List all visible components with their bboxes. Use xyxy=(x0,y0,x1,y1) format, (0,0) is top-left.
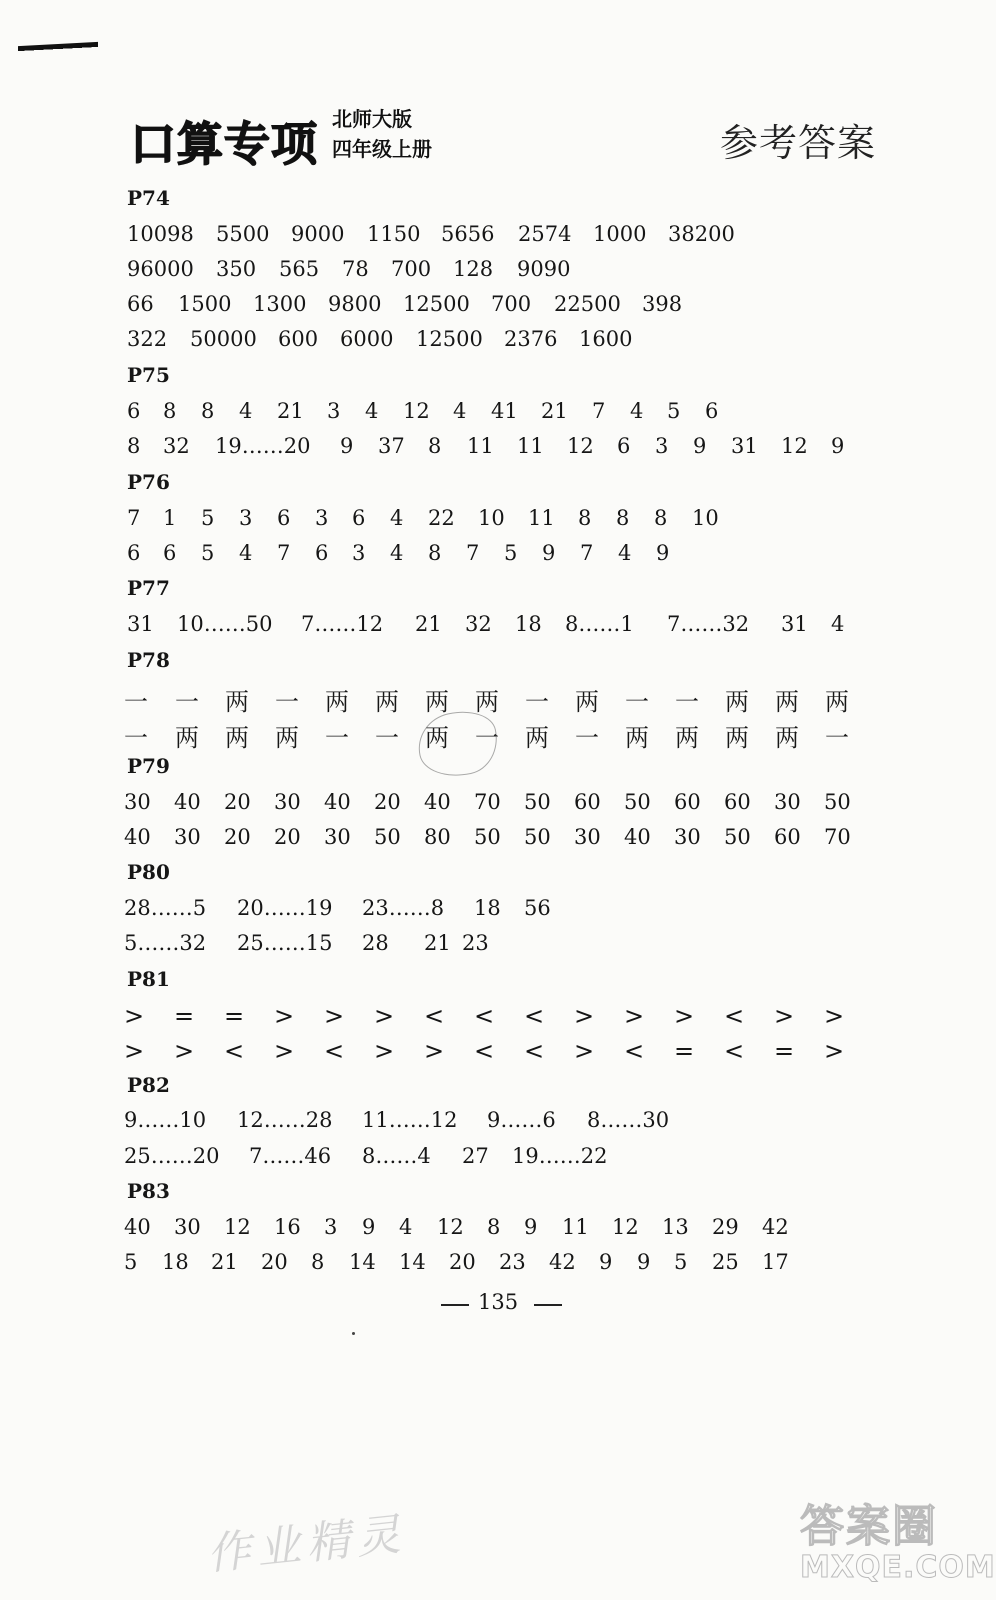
section-label-p75: P75 xyxy=(127,363,170,387)
answer-value: 42 xyxy=(762,1215,789,1239)
answer-value: 10 xyxy=(478,506,505,530)
answer-value: 32 xyxy=(163,434,190,458)
section-label-p83: P83 xyxy=(127,1179,170,1203)
answer-value: 30 xyxy=(124,790,151,814)
answer-row xyxy=(0,1002,996,1032)
answer-value: 两 xyxy=(475,688,499,716)
answer-value: 9 xyxy=(656,541,670,565)
answer-value: 8 xyxy=(428,434,442,458)
answer-value: 5 xyxy=(201,541,215,565)
answer-row xyxy=(0,399,996,429)
answer-value: 一 xyxy=(124,724,148,752)
answer-value: 两 xyxy=(625,724,649,752)
answer-value: 6000 xyxy=(340,327,394,351)
answer-value: 两 xyxy=(825,688,849,716)
answer-value: < xyxy=(524,1037,545,1065)
answer-value: 1150 xyxy=(367,222,421,246)
section-label-p82: P82 xyxy=(127,1073,170,1097)
answer-value: 13 xyxy=(662,1215,689,1239)
answer-value: 12 xyxy=(224,1215,251,1239)
answer-value: 30 xyxy=(274,790,301,814)
answer-value: 30 xyxy=(674,825,701,849)
answer-value: 6 xyxy=(127,399,141,423)
answer-value: > xyxy=(624,1002,645,1030)
answer-value: 10098 xyxy=(127,222,194,246)
answer-value: < xyxy=(624,1037,645,1065)
answer-value: 8 xyxy=(578,506,592,530)
answer-value: 9800 xyxy=(328,292,382,316)
answer-value: 一 xyxy=(675,688,699,716)
section-label-p79: P79 xyxy=(127,754,170,778)
answer-value: 9 xyxy=(542,541,556,565)
corner-mark xyxy=(18,42,98,60)
answer-value: 50 xyxy=(724,825,751,849)
answer-value: 40 xyxy=(424,790,451,814)
answer-value: 25……20 xyxy=(124,1144,220,1168)
answer-value: 18 xyxy=(162,1250,189,1274)
answer-value: > xyxy=(674,1002,695,1030)
answer-value: 38200 xyxy=(668,222,735,246)
answer-value: 一 xyxy=(825,724,849,752)
answer-value: 20 xyxy=(374,790,401,814)
answer-value: 31 xyxy=(127,612,154,636)
answer-value: 两 xyxy=(525,724,549,752)
answer-value: 40 xyxy=(124,825,151,849)
answer-value: 两 xyxy=(775,688,799,716)
watermark-left: 作业精灵 xyxy=(204,1508,409,1581)
answer-value: 8……4 xyxy=(362,1144,431,1168)
watermark-en: MXQE.COM xyxy=(800,1550,996,1585)
answer-value: 两 xyxy=(225,688,249,716)
answer-value: 25……15 xyxy=(237,931,333,955)
answer-value: 50 xyxy=(524,825,551,849)
answer-value: 8 xyxy=(163,399,177,423)
answer-value: 31 xyxy=(781,612,808,636)
answer-value: 5500 xyxy=(216,222,270,246)
answer-value: 14 xyxy=(349,1250,376,1274)
page-dash-right xyxy=(534,1304,562,1306)
answer-value: 22500 xyxy=(554,292,621,316)
answer-value: 两 xyxy=(425,724,449,752)
section-label-p77: P77 xyxy=(127,576,170,600)
answer-value: 21 xyxy=(211,1250,238,1274)
answer-value: 66 xyxy=(127,292,154,316)
answer-value: 两 xyxy=(725,724,749,752)
answer-value: 128 xyxy=(453,257,494,281)
answer-value: 7 xyxy=(580,541,594,565)
answer-value: 600 xyxy=(278,327,319,351)
answer-value: 565 xyxy=(279,257,320,281)
answer-value: 350 xyxy=(216,257,257,281)
answer-value: 5656 xyxy=(441,222,495,246)
answer-value: 3 xyxy=(315,506,329,530)
answer-value: 19……22 xyxy=(512,1144,608,1168)
answer-value: 1300 xyxy=(253,292,307,316)
answer-value: 11 xyxy=(467,434,494,458)
answer-value: 17 xyxy=(762,1250,789,1274)
answer-row xyxy=(0,931,996,961)
answer-value: 两 xyxy=(675,724,699,752)
answer-value: 5 xyxy=(201,506,215,530)
answer-value: 7……32 xyxy=(667,612,750,636)
answer-value: 6 xyxy=(163,541,177,565)
answer-value: 16 xyxy=(274,1215,301,1239)
answer-value: > xyxy=(824,1037,845,1065)
answer-value: 一 xyxy=(375,724,399,752)
answer-value: > xyxy=(574,1037,595,1065)
answer-value: 50 xyxy=(624,790,651,814)
answer-value: 12500 xyxy=(416,327,483,351)
answer-value: 42 xyxy=(549,1250,576,1274)
answer-value: < xyxy=(724,1002,745,1030)
answer-value: 9 xyxy=(599,1250,613,1274)
answer-value: 5 xyxy=(674,1250,688,1274)
answer-value: = xyxy=(174,1002,195,1030)
answer-value: > xyxy=(124,1037,145,1065)
answer-value: 30 xyxy=(174,1215,201,1239)
watermark-cn: 答案圈 xyxy=(800,1501,938,1552)
answer-value: 10……50 xyxy=(177,612,273,636)
answer-value: 21 xyxy=(277,399,304,423)
answer-row xyxy=(0,790,996,820)
answer-value: 8 xyxy=(201,399,215,423)
answer-value: 4 xyxy=(453,399,467,423)
answer-value: < xyxy=(424,1002,445,1030)
answer-value: 23……8 xyxy=(362,896,445,920)
answer-value: 9 xyxy=(637,1250,651,1274)
answer-value: 25 xyxy=(712,1250,739,1274)
answer-value: 7 xyxy=(127,506,141,530)
answer-value: 8 xyxy=(654,506,668,530)
answer-value: 1 xyxy=(163,506,177,530)
answer-value: > xyxy=(324,1002,345,1030)
section-label-p74: P74 xyxy=(127,186,170,210)
answer-value: 5 xyxy=(504,541,518,565)
answer-value: 6 xyxy=(352,506,366,530)
answer-value: 两 xyxy=(175,724,199,752)
answer-value: 40 xyxy=(174,790,201,814)
answer-value: 4 xyxy=(239,541,253,565)
answer-value: 20 xyxy=(224,825,251,849)
answer-value: 30 xyxy=(774,790,801,814)
answer-value: 12 xyxy=(437,1215,464,1239)
answer-value: 两 xyxy=(725,688,749,716)
answer-value: > xyxy=(174,1037,195,1065)
answer-value: 40 xyxy=(624,825,651,849)
answer-value: 6 xyxy=(127,541,141,565)
answer-value: 5 xyxy=(667,399,681,423)
answer-value: 8 xyxy=(311,1250,325,1274)
answer-value: 60 xyxy=(774,825,801,849)
answer-value: 50000 xyxy=(190,327,257,351)
answer-value: 9……6 xyxy=(487,1108,556,1132)
answer-value: 18 xyxy=(515,612,542,636)
answer-value: 37 xyxy=(378,434,405,458)
speck xyxy=(352,1332,355,1335)
answer-value: 2574 xyxy=(518,222,572,246)
answer-value: 6 xyxy=(705,399,719,423)
answer-value: > xyxy=(274,1002,295,1030)
answer-value: 9 xyxy=(340,434,354,458)
answer-row xyxy=(0,506,996,536)
answer-value: > xyxy=(824,1002,845,1030)
answer-value: 12 xyxy=(567,434,594,458)
answer-row xyxy=(0,1037,996,1067)
answer-value: 4 xyxy=(390,506,404,530)
answer-value: 1000 xyxy=(593,222,647,246)
answer-value: 32 xyxy=(465,612,492,636)
answer-value: 9000 xyxy=(291,222,345,246)
answer-row xyxy=(0,222,996,252)
answer-key-title: 参考答案 xyxy=(720,121,877,165)
answer-value: 6 xyxy=(315,541,329,565)
answer-value: 9 xyxy=(693,434,707,458)
answer-value: 12……28 xyxy=(237,1108,333,1132)
section-label-p81: P81 xyxy=(127,967,170,991)
answer-value: 21 xyxy=(415,612,442,636)
answer-value: 两 xyxy=(775,724,799,752)
section-label-p78: P78 xyxy=(127,648,170,672)
answer-value: 两 xyxy=(325,688,349,716)
answer-value: 56 xyxy=(524,896,551,920)
answer-value: 9 xyxy=(831,434,845,458)
answer-value: 18 xyxy=(474,896,501,920)
answer-value: = xyxy=(674,1037,695,1065)
answer-value: 7……12 xyxy=(301,612,384,636)
answer-value: 22 xyxy=(428,506,455,530)
answer-value: 两 xyxy=(575,688,599,716)
answer-value: < xyxy=(524,1002,545,1030)
answer-value: 9……10 xyxy=(124,1108,207,1132)
answer-value: 12500 xyxy=(403,292,470,316)
answer-row xyxy=(0,1215,996,1245)
answer-row xyxy=(0,1144,996,1174)
answer-row xyxy=(0,896,996,926)
answer-value: 12 xyxy=(612,1215,639,1239)
answer-value: 3 xyxy=(327,399,341,423)
answer-value: 78 xyxy=(342,257,369,281)
answer-value: 10 xyxy=(692,506,719,530)
answer-value: 11 xyxy=(528,506,555,530)
answer-value: > xyxy=(124,1002,145,1030)
answer-row xyxy=(0,257,996,287)
answer-value: < xyxy=(224,1037,245,1065)
answer-value: 20……19 xyxy=(237,896,333,920)
answer-value: 4 xyxy=(390,541,404,565)
answer-value: 两 xyxy=(225,724,249,752)
answer-value: 30 xyxy=(324,825,351,849)
answer-value: 4 xyxy=(618,541,632,565)
answer-value: 一 xyxy=(575,724,599,752)
answer-value: 60 xyxy=(574,790,601,814)
answer-value: 4 xyxy=(630,399,644,423)
answer-value: 一 xyxy=(124,688,148,716)
answer-value: 30 xyxy=(174,825,201,849)
answer-value: 一 xyxy=(525,688,549,716)
answer-value: 11……12 xyxy=(362,1108,458,1132)
answer-value: 50 xyxy=(474,825,501,849)
answer-value: 8 xyxy=(127,434,141,458)
answer-value: > xyxy=(424,1037,445,1065)
answer-value: = xyxy=(224,1002,245,1030)
answer-value: 30 xyxy=(574,825,601,849)
answer-value: 29 xyxy=(712,1215,739,1239)
answer-value: 8 xyxy=(487,1215,501,1239)
page-number: 135 xyxy=(478,1290,519,1314)
answer-value: 12 xyxy=(781,434,808,458)
answer-value: 70 xyxy=(824,825,851,849)
answer-row xyxy=(0,612,996,642)
page-dash-left xyxy=(441,1304,469,1306)
answer-value: 一 xyxy=(625,688,649,716)
answer-value: 3 xyxy=(324,1215,338,1239)
answer-value: 7 xyxy=(592,399,606,423)
answer-value: > xyxy=(374,1037,395,1065)
answer-value: 322 xyxy=(127,327,168,351)
answer-row xyxy=(0,541,996,571)
answer-value: 41 xyxy=(491,399,518,423)
answer-value: < xyxy=(724,1037,745,1065)
answer-value: 27 xyxy=(462,1144,489,1168)
answer-value: 3 xyxy=(239,506,253,530)
answer-value: 20 xyxy=(261,1250,288,1274)
answer-value: 9 xyxy=(524,1215,538,1239)
answer-value: < xyxy=(324,1037,345,1065)
answer-value: 9 xyxy=(362,1215,376,1239)
answer-value: 20 xyxy=(449,1250,476,1274)
answer-value: > xyxy=(774,1002,795,1030)
answer-value: 14 xyxy=(399,1250,426,1274)
answer-value: 700 xyxy=(391,257,432,281)
answer-value: 50 xyxy=(524,790,551,814)
answer-value: 两 xyxy=(425,688,449,716)
answer-value: 一 xyxy=(325,724,349,752)
answer-value: > xyxy=(274,1037,295,1065)
edition-block xyxy=(332,104,432,164)
answer-value: > xyxy=(374,1002,395,1030)
answer-value: 4 xyxy=(365,399,379,423)
answer-value: 398 xyxy=(642,292,683,316)
answer-row xyxy=(0,825,996,855)
answer-value: 6 xyxy=(277,506,291,530)
answer-value: 4 xyxy=(239,399,253,423)
answer-value: 12 xyxy=(403,399,430,423)
answer-value: 8 xyxy=(428,541,442,565)
answer-value: 9090 xyxy=(517,257,571,281)
answer-value: 8 xyxy=(616,506,630,530)
answer-value: 3 xyxy=(352,541,366,565)
answer-value: 7 xyxy=(277,541,291,565)
answer-value: 96000 xyxy=(127,257,194,281)
answer-value: 28……5 xyxy=(124,896,207,920)
answer-value: 21 xyxy=(541,399,568,423)
answer-value: 一 xyxy=(175,688,199,716)
answer-value: 一 xyxy=(275,688,299,716)
watermark-right xyxy=(800,1490,996,1585)
answer-value: 1500 xyxy=(178,292,232,316)
answer-value: 23 xyxy=(499,1250,526,1274)
answer-value: 2376 xyxy=(504,327,558,351)
answer-value: 6 xyxy=(617,434,631,458)
answer-value: 5……32 xyxy=(124,931,207,955)
answer-value: 23 xyxy=(462,931,489,955)
answer-value: 8……1 xyxy=(565,612,634,636)
answer-value: 两 xyxy=(375,688,399,716)
answer-value: > xyxy=(574,1002,595,1030)
answer-row xyxy=(0,718,996,752)
answer-value: 4 xyxy=(399,1215,413,1239)
answer-row xyxy=(0,434,996,464)
answer-value: 7 xyxy=(466,541,480,565)
answer-value: < xyxy=(474,1037,495,1065)
answer-value: 19……20 xyxy=(215,434,311,458)
answer-value: 5 xyxy=(124,1250,138,1274)
answer-value: 20 xyxy=(274,825,301,849)
grade-label: 四年级上册 xyxy=(332,137,432,161)
answer-value: 3 xyxy=(655,434,669,458)
answer-value: 80 xyxy=(424,825,451,849)
answer-row xyxy=(0,1250,996,1280)
answer-value: = xyxy=(774,1037,795,1065)
answer-value: 两 xyxy=(275,724,299,752)
edition-label: 北师大版 xyxy=(332,107,412,131)
answer-row xyxy=(0,1108,996,1138)
answer-value: 1600 xyxy=(579,327,633,351)
answer-value: 40 xyxy=(124,1215,151,1239)
answer-row xyxy=(0,682,996,716)
answer-value: 60 xyxy=(674,790,701,814)
answer-value: 60 xyxy=(724,790,751,814)
answer-value: 50 xyxy=(824,790,851,814)
answer-value: 50 xyxy=(374,825,401,849)
answer-value: 8……30 xyxy=(587,1108,670,1132)
answer-value: 11 xyxy=(517,434,544,458)
answer-value: 21 xyxy=(424,931,451,955)
answer-value: 7……46 xyxy=(249,1144,332,1168)
book-title: 口算专项 xyxy=(130,117,318,171)
section-label-p76: P76 xyxy=(127,470,170,494)
answer-value: < xyxy=(474,1002,495,1030)
answer-value: 70 xyxy=(474,790,501,814)
answer-value: 28 xyxy=(362,931,389,955)
answer-value: 40 xyxy=(324,790,351,814)
answer-value: 11 xyxy=(562,1215,589,1239)
answer-value: 31 xyxy=(731,434,758,458)
answer-value: 20 xyxy=(224,790,251,814)
answer-row xyxy=(0,327,996,357)
answer-value: 4 xyxy=(831,612,845,636)
answer-value: 一 xyxy=(475,724,499,752)
section-label-p80: P80 xyxy=(127,860,170,884)
answer-value: 700 xyxy=(491,292,532,316)
answer-row xyxy=(0,292,996,322)
